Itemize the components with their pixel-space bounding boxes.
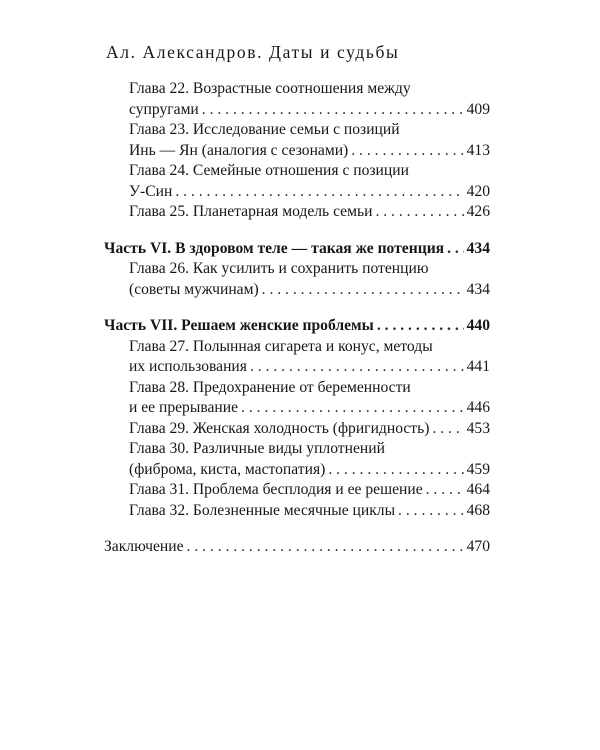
toc-entry-text: Заключение bbox=[104, 538, 184, 555]
toc-entry-text: (советы мужчинам) bbox=[129, 280, 259, 298]
toc-entry-ch28-title bbox=[104, 378, 490, 399]
toc-page-number: 464 bbox=[466, 481, 490, 498]
toc-entry-text: Глава 25. Планетарная модель семьи bbox=[129, 203, 373, 220]
toc-entry-ch30-title bbox=[104, 439, 490, 460]
toc-entry-text: Глава 32. Болезненные месячные циклы bbox=[129, 501, 396, 519]
dot-leader bbox=[351, 141, 463, 162]
toc-entry-ch26 bbox=[104, 280, 490, 301]
toc-entry-text: Глава 27. Полынная сигарета и конус, методы bbox=[129, 337, 433, 355]
dot-leader bbox=[241, 398, 464, 419]
toc-entry-ch27-title bbox=[104, 337, 490, 358]
toc-entry-ch31 bbox=[104, 480, 490, 501]
toc-entry-text: Глава 31. Проблема бесплодия и ее решение bbox=[129, 481, 423, 498]
toc-page-number: 453 bbox=[466, 419, 490, 437]
toc-entry-text: Глава 30. Различные виды уплотнений bbox=[129, 440, 385, 457]
toc-conclusion bbox=[104, 537, 490, 558]
toc-entry-text: Глава 24. Семейные отношения с позиции bbox=[129, 162, 409, 179]
toc-entry-ch24 bbox=[104, 182, 490, 203]
toc-page-number: 434 bbox=[466, 280, 490, 298]
section-gap bbox=[104, 521, 490, 537]
toc-entry-ch27 bbox=[104, 357, 490, 378]
dot-leader bbox=[328, 460, 463, 481]
toc-page-number: 426 bbox=[466, 203, 490, 220]
toc-part-6 bbox=[104, 239, 490, 260]
toc-page-number: 446 bbox=[466, 399, 490, 416]
toc-page-number: 468 bbox=[466, 501, 490, 519]
toc-entry-ch25 bbox=[104, 202, 490, 223]
section-gap bbox=[104, 300, 490, 316]
toc-entry-ch32 bbox=[104, 501, 490, 522]
dot-leader bbox=[426, 480, 464, 501]
toc-entry-text: Инь — Ян (аналогия с сезонами) bbox=[129, 141, 349, 159]
toc-entry-ch26-title bbox=[104, 259, 490, 280]
toc-page-number: 413 bbox=[466, 141, 490, 159]
toc-part-7 bbox=[104, 316, 490, 337]
toc-entry-text: (фиброма, киста, мастопатия) bbox=[129, 460, 326, 478]
toc-entry-text: Глава 23. Исследование семьи с позиций bbox=[129, 121, 400, 138]
toc-part-text: Часть VII. Решаем женские проблемы bbox=[104, 317, 374, 334]
section-gap bbox=[104, 223, 490, 239]
toc-page-number: 440 bbox=[466, 317, 490, 334]
toc-page-number: 459 bbox=[466, 460, 490, 478]
toc-entry-ch24-title bbox=[104, 161, 490, 182]
toc-entry-text: Глава 26. Как усилить и сохранить потенцию bbox=[129, 260, 429, 277]
table-of-contents bbox=[104, 79, 490, 558]
toc-page-number: 420 bbox=[466, 182, 490, 200]
toc-page-number: 409 bbox=[466, 100, 490, 118]
dot-leader bbox=[187, 537, 464, 558]
toc-entry-text: супругами bbox=[129, 100, 199, 118]
toc-entry-ch29 bbox=[104, 419, 490, 440]
running-header: Ал. Александров. Даты и судьбы bbox=[106, 42, 400, 62]
toc-entry-text: Глава 22. Возрастные соотношения между bbox=[129, 80, 411, 97]
toc-entry-text: и ее прерывание bbox=[129, 399, 239, 416]
toc-entry-ch28 bbox=[104, 398, 490, 419]
toc-page-number: 470 bbox=[466, 538, 490, 555]
toc-page-number: 434 bbox=[466, 239, 490, 257]
dot-leader bbox=[202, 100, 464, 121]
dot-leader bbox=[398, 501, 464, 522]
toc-entry-text: У-Син bbox=[129, 182, 173, 200]
toc-part-text: Часть VI. В здоровом теле — такая же потенция bbox=[104, 239, 445, 257]
toc-entry-ch23-title bbox=[104, 120, 490, 141]
dot-leader bbox=[175, 182, 463, 203]
dot-leader bbox=[250, 357, 464, 378]
toc-entry-ch23 bbox=[104, 141, 490, 162]
dot-leader bbox=[447, 239, 463, 260]
toc-entry-text: Глава 29. Женская холодность (фригидность) bbox=[129, 419, 430, 437]
toc-page-number: 441 bbox=[466, 358, 490, 375]
toc-entry-text: их использования bbox=[129, 358, 247, 375]
toc-entry-ch22 bbox=[104, 100, 490, 121]
toc-entry-ch30 bbox=[104, 460, 490, 481]
toc-entry-ch22-title bbox=[104, 79, 490, 100]
dot-leader bbox=[262, 280, 464, 301]
toc-entry-text: Глава 28. Предохранение от беременности bbox=[129, 378, 411, 396]
dot-leader bbox=[432, 419, 463, 440]
dot-leader bbox=[377, 316, 464, 337]
dot-leader bbox=[375, 202, 463, 223]
